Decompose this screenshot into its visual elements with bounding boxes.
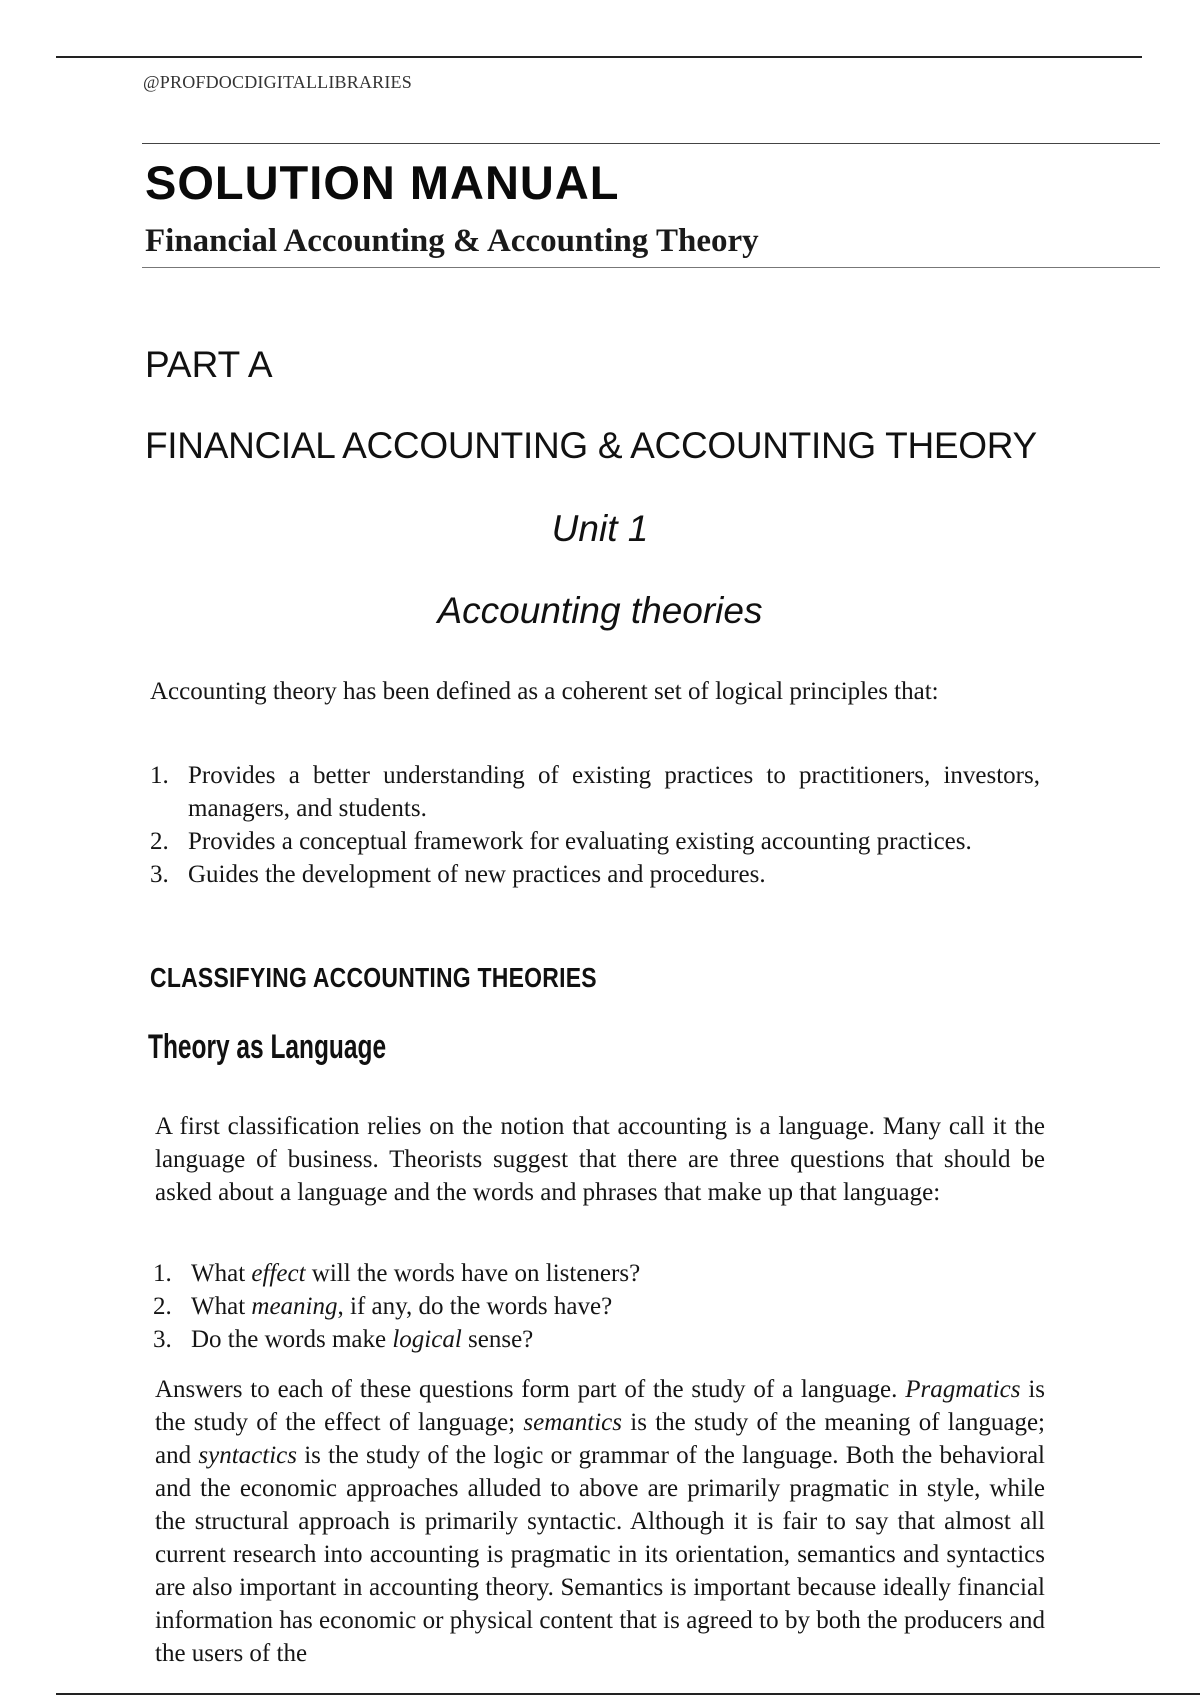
list-item — [150, 759, 1040, 825]
list-item — [150, 825, 1040, 858]
answers-text: Answers to each of these questions form part of the study of a language. — [155, 1376, 906, 1403]
question-text-after: will the words have on listeners? — [305, 1260, 641, 1287]
list-item-number: 1. — [150, 762, 169, 789]
document-subtitle: Financial Accounting & Accounting Theory — [145, 223, 759, 259]
term-semantics: semantics — [523, 1409, 622, 1436]
title-rule-bottom — [142, 267, 1160, 268]
list-item-text: Provides a better understanding of existing practices to practitioners, investors, managers, and students. — [188, 762, 1040, 822]
section-subheading: Theory as Language — [148, 1028, 387, 1066]
watermark-text: @PROFDOCDIGITALLIBRARIES — [143, 72, 412, 92]
list-item-number: 3. — [153, 1326, 172, 1353]
term-pragmatics: Pragmatics — [905, 1376, 1021, 1403]
list-item — [153, 1257, 1033, 1290]
list-item-number: 2. — [150, 828, 169, 855]
question-emphasis: effect — [251, 1260, 306, 1287]
list-item-number: 1. — [153, 1260, 172, 1287]
list-item-text: Provides a conceptual framework for evaluating existing accounting practices. — [188, 828, 972, 855]
bottom-divider — [56, 1693, 1200, 1695]
question-text-after: , if any, do the words have? — [337, 1293, 613, 1320]
answers-text: is the study of the logic or grammar of the language. Both the behavioral and the economic approaches alluded to above are primarily pragmatic in style, while the structural approach is primarily syntactic. Although it is fair to say that almost all current research into accounting is pragmatic in its orientation, semantics and syntactics are also important in accounting theory. Semantics is important because ideally financial information has economic or physical content that is agreed to by both the producers and the users of the — [155, 1442, 1045, 1667]
question-emphasis: logical — [392, 1326, 462, 1353]
part-label: PART A — [145, 344, 273, 385]
list-item-text: Guides the development of new practices and procedures. — [188, 861, 766, 888]
list-item-number: 2. — [153, 1293, 172, 1320]
answers-text: is the study of the meaning of language; and — [155, 1409, 1045, 1469]
question-emphasis: meaning — [251, 1293, 338, 1320]
document-title: SOLUTION MANUAL — [145, 156, 620, 209]
question-text-before: Do the words make — [191, 1326, 393, 1353]
question-text-before: What — [191, 1293, 252, 1320]
question-text-after: sense? — [461, 1326, 534, 1353]
answers-paragraph — [155, 1373, 1045, 1670]
section-heading: CLASSIFYING ACCOUNTING THEORIES — [150, 962, 597, 993]
questions-list — [153, 1257, 1033, 1356]
term-syntactics: syntactics — [198, 1442, 297, 1469]
list-item-number: 3. — [150, 861, 169, 888]
list-item — [153, 1323, 1033, 1356]
top-divider — [56, 56, 1142, 58]
list-item — [150, 858, 1040, 891]
language-paragraph: A first classification relies on the notion that accounting is a language. Many call it the language of business. Theorists suggest that there are three questions that should be asked about a language and the words and phrases that make up that language: — [155, 1113, 1045, 1206]
list-item — [153, 1290, 1033, 1323]
unit-title: Accounting theories — [437, 590, 763, 631]
principles-list — [150, 759, 1040, 891]
unit-label: Unit 1 — [551, 508, 649, 549]
question-text-before: What — [191, 1260, 252, 1287]
answers-text: is the study of the effect of language; — [155, 1376, 1045, 1436]
title-rule-top — [142, 143, 1160, 144]
part-title: FINANCIAL ACCOUNTING & ACCOUNTING THEORY — [145, 425, 1037, 466]
intro-paragraph: Accounting theory has been defined as a coherent set of logical principles that: — [150, 678, 939, 705]
